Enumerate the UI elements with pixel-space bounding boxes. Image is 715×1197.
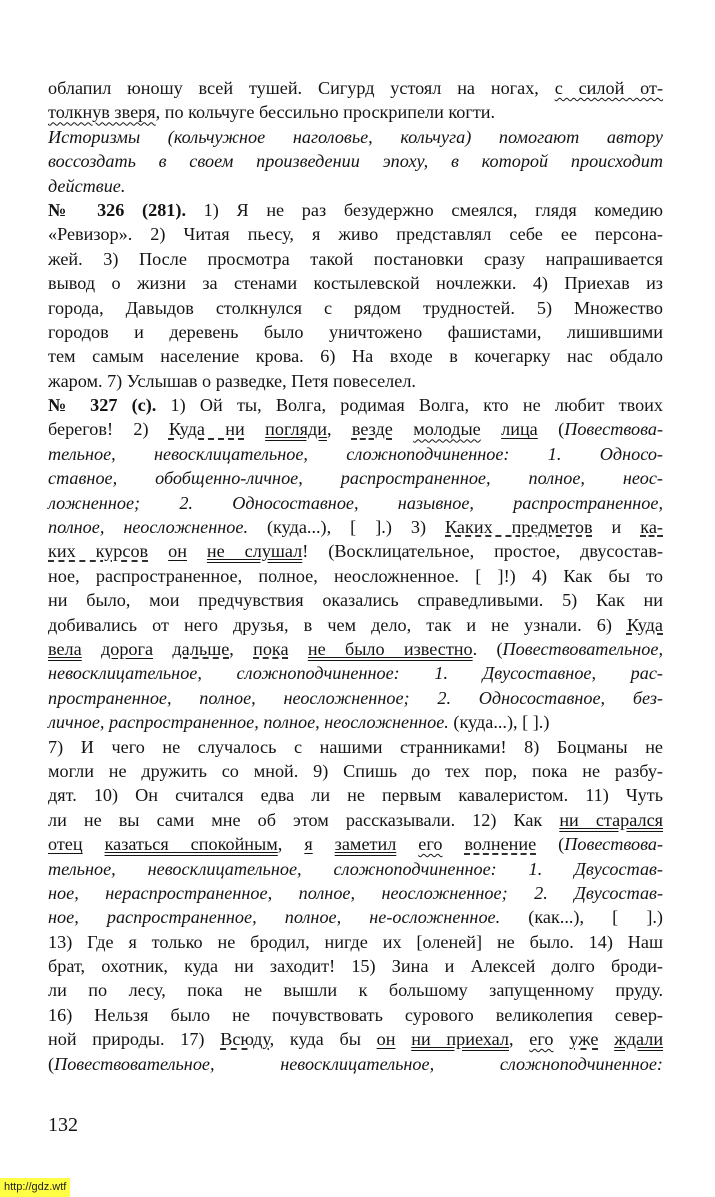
text-segment: (куда...), [ ].) 3) bbox=[248, 517, 446, 538]
marked-text: воссоздать в своем произведении эпоху, в которой происходит bbox=[48, 151, 663, 172]
marked-text: дальше bbox=[172, 638, 230, 659]
text-segment: , по кольчуге бессильно проскрипели когти. bbox=[155, 102, 496, 123]
marked-text: ких курсов bbox=[48, 541, 149, 562]
marked-text: Каких предметов bbox=[445, 517, 593, 538]
marked-text: тельное, невосклицательное, сложноподчиненное: 1. Двусостав- bbox=[48, 858, 663, 879]
marked-text: Повествова- bbox=[564, 834, 664, 855]
text-segment bbox=[289, 639, 308, 659]
text-segment: тем самым население крова. 6) На входе в кочегарку нас обдало bbox=[48, 346, 663, 367]
marked-text: ложненное; 2. Односоставное, назывное, распространенное, bbox=[48, 492, 663, 513]
marked-text: волнение bbox=[464, 834, 537, 855]
text-segment: , bbox=[277, 834, 305, 855]
text-line bbox=[48, 857, 663, 881]
text-line bbox=[48, 1052, 663, 1076]
text-segment: жаром. 7) Услышав о разведке, Петя повеселел. bbox=[48, 370, 416, 391]
text-segment bbox=[396, 834, 418, 854]
text-segment: , куда бы bbox=[269, 1029, 377, 1050]
marked-text: толкнув зверя bbox=[48, 102, 156, 123]
text-segment bbox=[553, 1029, 569, 1049]
marked-text: Куда bbox=[626, 614, 663, 635]
text-segment bbox=[481, 419, 501, 439]
text-segment bbox=[396, 1029, 412, 1049]
marked-text: лица bbox=[501, 419, 538, 440]
marked-text: ка- bbox=[640, 517, 663, 538]
marked-text: казаться спокойным bbox=[104, 834, 278, 855]
text-segment: , bbox=[326, 419, 352, 440]
text-segment: , bbox=[508, 1029, 530, 1050]
marked-text: ни старался bbox=[559, 809, 664, 830]
text-segment: ( bbox=[537, 419, 565, 440]
text-segment: 16) Нельзя было не почувствовать сурового великолепия север- bbox=[48, 1004, 663, 1025]
text-line bbox=[48, 442, 663, 466]
text-line bbox=[48, 100, 663, 124]
text-segment: ( bbox=[536, 834, 565, 855]
text-segment: . ( bbox=[472, 638, 503, 659]
marked-text: полное, неосложненное. bbox=[48, 517, 248, 538]
text-line bbox=[48, 344, 663, 368]
text-segment: ! (Восклицательное, простое, двусостав- bbox=[302, 541, 664, 562]
text-line bbox=[48, 661, 663, 685]
marked-text: молодые bbox=[413, 419, 481, 440]
marked-text: Историзмы (кольчужное наголовье, кольчуга) помогают автору bbox=[48, 126, 663, 147]
marked-text: ное, распространенное, полное, не-осложненное. bbox=[48, 907, 501, 928]
text-segment bbox=[148, 541, 168, 561]
marked-text: невосклицательное, сложноподчиненное: 1. Двусоставное, рас- bbox=[48, 663, 663, 684]
text-line bbox=[48, 588, 663, 612]
text-line bbox=[48, 222, 663, 246]
text-segment: и bbox=[592, 517, 641, 538]
marked-text: везде bbox=[351, 419, 393, 440]
marked-text: тельное, невосклицательное, сложноподчиненное: 1. Односо- bbox=[48, 443, 663, 464]
text-line bbox=[48, 759, 663, 783]
text-segment: ное, распространенное, полное, неосложненное. [ ]!) 4) Как бы то bbox=[48, 565, 663, 586]
text-segment: ли не вы сами мне об этом рассказывали. 12) Как bbox=[48, 809, 560, 830]
text-line bbox=[48, 686, 663, 710]
text-segment: добивались от него друзья, в чем дело, так и не узнали. 6) bbox=[48, 614, 627, 635]
marked-text: ждали bbox=[614, 1029, 664, 1050]
text-line bbox=[48, 1027, 663, 1051]
text-line bbox=[48, 466, 663, 490]
text-segment bbox=[598, 1029, 614, 1049]
marked-text: ное, нераспространенное, полное, неосложненное; 2. Двусостав- bbox=[48, 882, 663, 903]
text-segment: 1) Я не раз безудержно смеялся, глядя комедию bbox=[186, 199, 664, 220]
text-line bbox=[48, 783, 663, 807]
marked-text: он bbox=[376, 1029, 396, 1050]
marked-text: Повествовательное, невосклицательное, сложноподчиненное: bbox=[54, 1053, 663, 1074]
text-segment bbox=[393, 419, 413, 439]
text-segment: дят. 10) Он считался едва ли не первым кавалеристом. 11) Чуть bbox=[48, 785, 663, 806]
text-line bbox=[48, 149, 663, 173]
text-segment bbox=[187, 541, 207, 561]
marked-text: ни приехал bbox=[411, 1029, 509, 1050]
text-line bbox=[48, 417, 663, 441]
marked-text: я bbox=[304, 834, 313, 855]
text-segment bbox=[83, 834, 105, 854]
text-segment: могли не дружить со мной. 9) Спишь до тех пор, пока не разбу- bbox=[48, 760, 663, 781]
text-line bbox=[48, 247, 663, 271]
text-segment: ( bbox=[48, 1053, 55, 1074]
text-line bbox=[48, 710, 663, 734]
text-line bbox=[48, 174, 663, 198]
text-line bbox=[48, 881, 663, 905]
text-line bbox=[48, 978, 663, 1002]
text-line bbox=[48, 393, 663, 417]
text-line bbox=[48, 491, 663, 515]
text-line bbox=[48, 271, 663, 295]
marked-text: с силой от- bbox=[554, 78, 663, 98]
text-segment bbox=[442, 834, 464, 854]
text-line bbox=[48, 125, 663, 149]
text-segment: берегов! 2) bbox=[48, 419, 169, 440]
text-line bbox=[48, 76, 663, 100]
marked-text: Куда ни bbox=[168, 419, 245, 440]
page-number: 132 bbox=[48, 1114, 78, 1136]
text-segment bbox=[245, 419, 265, 439]
marked-text: Повествова- bbox=[564, 419, 664, 440]
text-segment: облапил юношу всей тушей. Сигурд устоял на ногах, bbox=[48, 78, 555, 98]
text-line bbox=[48, 954, 663, 978]
text-segment: городов и деревень было уничтожено фашистами, лишившими bbox=[48, 321, 663, 342]
text-segment: 13) Где я только не бродил, нигде их [оленей] не было. 14) Наш bbox=[48, 931, 663, 952]
text-segment bbox=[153, 639, 172, 659]
text-segment: 1) Ой ты, Волга, родимая Волга, кто не любит твоих bbox=[156, 395, 663, 416]
text-segment: города, Давыдов столкнулся с рядом трудностей. 5) Множество bbox=[48, 297, 663, 318]
text-segment: (как...), [ ].) bbox=[500, 907, 663, 928]
marked-text: не слушал bbox=[206, 541, 303, 562]
marked-text: № 327 (с). bbox=[48, 395, 157, 416]
text-segment: брат, охотник, куда ни заходит! 15) Зина и Алексей долго броди- bbox=[48, 956, 663, 977]
marked-text: вела bbox=[48, 638, 82, 659]
marked-text: пока bbox=[253, 638, 289, 659]
text-line bbox=[48, 637, 663, 661]
marked-text: дорога bbox=[100, 638, 154, 659]
marked-text: пространенное, полное, неосложненное; 2. Односоставное, без- bbox=[48, 687, 663, 708]
marked-text: не было известно bbox=[307, 638, 473, 659]
text-segment: (куда...), [ ].) bbox=[448, 712, 550, 733]
site-watermark-link[interactable]: http://gdz.wtf bbox=[0, 1178, 70, 1197]
text-line bbox=[48, 198, 663, 222]
text-line bbox=[48, 320, 663, 344]
text-line bbox=[48, 808, 663, 832]
text-segment: вывод о жизни за стенами костылевской ночлежки. 4) Приехав из bbox=[48, 273, 663, 294]
marked-text: ставное, обобщенно-личное, распространенное, полное, неос- bbox=[48, 468, 663, 489]
marked-text: действие. bbox=[48, 175, 126, 196]
text-line bbox=[48, 1003, 663, 1027]
text-segment: «Ревизор». 2) Читая пьесу, я живо представлял себе ее персона- bbox=[48, 224, 663, 245]
text-line bbox=[48, 905, 663, 929]
text-segment: жей. 3) После просмотра такой постановки сразу напрашивается bbox=[48, 248, 663, 269]
marked-text: его bbox=[418, 834, 443, 855]
marked-text: личное, распространенное, полное, неосложненное. bbox=[48, 712, 449, 733]
text-line bbox=[48, 930, 663, 954]
marked-text: заметил bbox=[334, 834, 397, 855]
marked-text: Всюду bbox=[220, 1029, 270, 1050]
text-line bbox=[48, 735, 663, 759]
text-line bbox=[48, 613, 663, 637]
text-line bbox=[48, 539, 663, 563]
marked-text: № 326 (281). bbox=[48, 199, 186, 220]
text-segment: , bbox=[229, 638, 254, 659]
text-line bbox=[48, 296, 663, 320]
text-segment: 7) И чего не случалось с нашими странниками! 8) Боцманы не bbox=[48, 736, 663, 757]
text-line bbox=[48, 564, 663, 588]
text-line bbox=[48, 369, 663, 393]
marked-text: он bbox=[168, 541, 187, 562]
marked-text: Повествовательное, bbox=[502, 638, 664, 659]
text-line bbox=[48, 832, 663, 856]
text-segment bbox=[82, 639, 101, 659]
marked-text: погляди bbox=[265, 419, 327, 440]
text-block bbox=[48, 76, 663, 1076]
text-segment: ни было, мои предчувствия оказались справедливыми. 5) Как ни bbox=[48, 590, 663, 611]
text-segment bbox=[313, 834, 335, 854]
marked-text: уже bbox=[569, 1029, 599, 1050]
marked-text: отец bbox=[48, 834, 83, 855]
text-segment: ной природы. 17) bbox=[48, 1029, 221, 1050]
marked-text: его bbox=[529, 1029, 554, 1050]
text-line bbox=[48, 515, 663, 539]
text-segment: ли по лесу, пока не вышли к большому запущенному пруду. bbox=[48, 980, 663, 1001]
